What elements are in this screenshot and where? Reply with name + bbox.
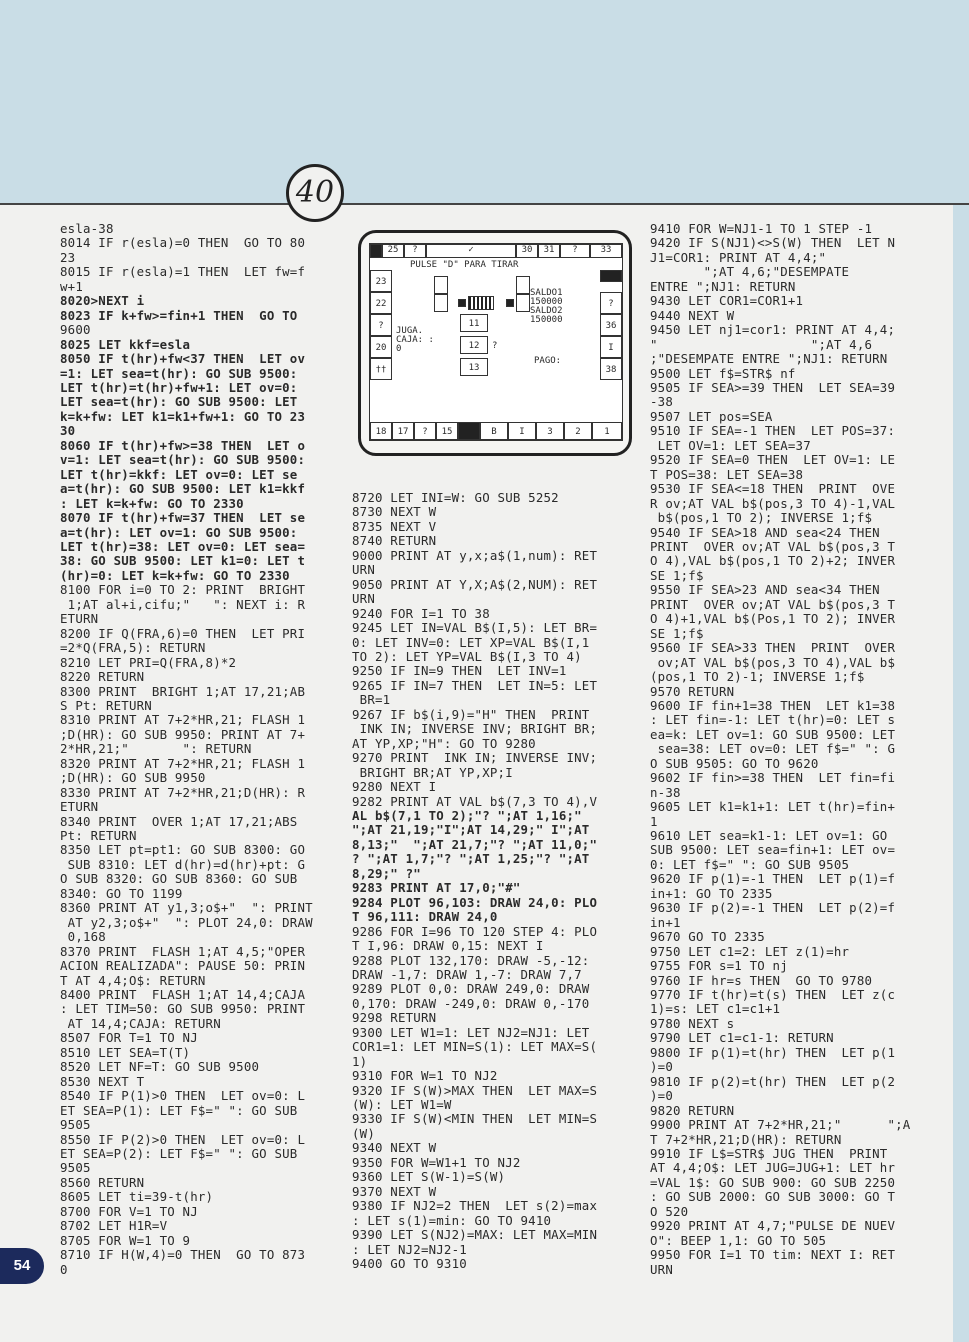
die-icon [516,294,530,312]
code-line: 9430 LET COR1=COR1+1 [650,293,804,309]
code-line: T 7+2*HR,21;D(HR): RETURN [650,1131,842,1147]
code-line: PRINT OVER ov;AT VAL b$(pos,3 T [650,538,896,554]
code-line: 8330 PRINT AT 7+2*HR,21;D(HR): R [60,784,306,800]
code-line: 9620 IF p(1)=-1 THEN LET p(1)=f [650,871,896,887]
code-line: Pt: RETURN [60,828,137,844]
code-line: 8735 NEXT V [352,518,437,534]
code-line: =1: LET sea=t(hr): GO SUB 9500: [60,365,298,381]
code-line: 9280 NEXT I [352,779,437,795]
code-line: 8023 IF k+fw>=fin+1 THEN GO TO [60,307,298,323]
code-line: 8740 RETURN [352,533,437,549]
code-line: 8220 RETURN [60,669,145,685]
code-line: 9630 IF p(2)=-1 THEN LET p(2)=f [650,900,896,916]
die-icon [434,294,448,312]
code-line: in+1 [650,914,681,930]
code-line: 9245 LET IN=VAL B$(I,5): LET BR= [352,620,598,636]
code-line: 8200 IF Q(FRA,6)=0 THEN LET PRI [60,625,306,641]
code-line: 9550 IF SEA>23 AND sea<34 THEN [650,582,880,598]
code-line: : LET fin=-1: LET t(hr)=0: LET s [650,712,896,728]
code-line: INK IN; INVERSE INV; BRIGHT BR; [352,721,598,737]
board-cell: ? [600,292,622,314]
board-mark: ? [492,341,498,351]
board-cell: 23 [370,270,392,292]
code-line: O 520 [650,1203,689,1219]
code-line: AT 14,4;CAJA: RETURN [60,1015,221,1031]
code-line: 9450 LET nj1=cor1: PRINT AT 4,4; [650,322,896,338]
board-cell: ? [370,314,392,336]
code-line: 9560 IF SEA>33 THEN PRINT OVER [650,640,896,656]
die-icon [434,276,448,294]
code-line: 8530 NEXT T [60,1073,145,1089]
code-line: 1) [352,1053,368,1069]
code-line: : LET NJ2=NJ2-1 [352,1241,467,1257]
board-cell: 17 [392,422,414,440]
code-line: LET OV=1: LET SEA=37 [650,437,811,453]
code-line: 9510 IF SEA=-1 THEN LET POS=37: [650,423,896,439]
code-line: 9505 IF SEA>=39 THEN LET SEA=39 [650,379,896,395]
code-line: PRINT OVER ov;AT VAL b$(pos,3 T [650,596,896,612]
code-line: O SUB 9505: GO TO 9620 [650,755,819,771]
code-line: 8705 FOR W=1 TO 9 [60,1232,191,1248]
code-line: 9780 NEXT s [650,1015,735,1031]
saldo1-value: 150000 [530,297,563,307]
pago-label: PAGO: [534,356,562,366]
board-cell: ? [414,422,436,440]
code-line: 8360 PRINT AT y1,3;o$+" ": PRINT [60,900,313,916]
code-line: ET SEA=P(2): LET F$=" ": GO SUB [60,1146,298,1161]
board-cell: 12 [460,336,488,354]
board-cell: 1 [592,422,622,440]
code-line: -38 [650,394,673,410]
board-cell: 13 [460,358,488,376]
board-cell: 20 [370,336,392,358]
code-line: 8340 PRINT OVER 1;AT 17,21;ABS [60,813,298,829]
juga-label: JUGA. [396,326,424,336]
code-line: 8320 PRINT AT 7+2*HR,21; FLASH 1 [60,755,306,771]
code-line: 9380 IF NJ2=2 THEN LET s(2)=max [352,1198,598,1214]
code-line: : GO SUB 2000: GO SUB 3000: GO T [650,1189,896,1205]
code-line: T AT 4,4;O$: RETURN [60,972,206,988]
code-line: 9282 PRINT AT VAL b$(7,3 TO 4),V [352,793,598,809]
code-line: 8,13;" ";AT 21,7;"? ";AT 11,0;" [352,836,598,852]
code-line: (pos,1 TO 2)-1; INVERSE 1;f$ [650,669,865,685]
code-line: w+1 [60,278,83,294]
code-line: T POS=38: LET SEA=38 [650,466,804,482]
code-line: 8210 LET PRI=Q(FRA,8)*2 [60,654,237,670]
code-line: 9920 PRINT AT 4,7;"PULSE DE NUEV [650,1218,896,1234]
board-cell [600,270,622,282]
code-line: : LET TIM=50: GO SUB 9950: PRINT [60,1001,306,1017]
code-line: : LET k=k+fw: GO TO 2330 [60,495,244,511]
code-line: 9390 LET S(NJ2)=MAX: LET MAX=MIN [352,1227,598,1243]
code-line: 9670 GO TO 2335 [650,929,765,945]
code-line: 9910 IF L$=STR$ JUG THEN PRINT [650,1146,888,1161]
code-line: 9283 PRINT AT 17,0;"#" [352,880,521,896]
saldo2-value: 150000 [530,315,563,325]
code-line: 9800 IF p(1)=t(hr) THEN LET p(1 [650,1044,896,1060]
token-icon [458,299,466,307]
code-line: 9420 IF S(NJ1)<>S(W) THEN LET N [650,235,896,251]
code-line: 1 [650,813,658,829]
board-cell: 15 [436,422,458,440]
caja-value: 0 [396,344,402,354]
code-line: 9755 FOR s=1 TO nj [650,958,788,974]
code-line: 9507 LET pos=SEA [650,408,773,424]
code-line: 8730 NEXT W [352,504,437,520]
chapter-badge: 40 [286,164,344,222]
code-line: TO 2): LET YP=VAL B$(I,3 TO 4) [352,648,582,664]
board-cell: ? [404,244,426,258]
code-line: SE 1;f$ [650,567,704,583]
code-line: URN [352,591,375,607]
board-cell: I [600,336,622,358]
code-line: 9288 PLOT 132,170: DRAW -5,-12: [352,952,590,968]
code-line: 9820 RETURN [650,1102,735,1118]
code-line: T I,96: DRAW 0,15: NEXT I [352,938,544,954]
board-cell: 2 [564,422,592,440]
code-line: 9530 IF SEA<=18 THEN PRINT OVE [650,481,896,497]
code-line: 9298 RETURN [352,1010,437,1026]
code-line: (hr)=0: LET k=k+fw: GO TO 2330 [60,567,290,583]
board-cell: 31 [538,244,560,258]
saldo2-label: SALDO2 [530,306,563,316]
code-line: 9300 LET W1=1: LET NJ2=NJ1: LET [352,1024,590,1040]
code-line: )=0 [650,1088,673,1104]
code-line: R ov;AT VAL b$(pos,3 TO 4)-1,VAL [650,495,896,511]
code-line: 9400 GO TO 9310 [352,1256,467,1272]
code-line: 8605 LET ti=39-t(hr) [60,1189,214,1205]
code-line: AT YP,XP;"H": GO TO 9280 [352,735,536,751]
saldo1-label: SALDO1 [530,288,563,298]
bridge-icon [468,296,494,310]
code-line: 8700 FOR V=1 TO NJ [60,1203,198,1219]
code-line: sea=38: LET ov=0: LET f$=" ": G [650,741,896,757]
code-line: ETURN [60,611,99,627]
code-line: LET t(hr)=t(hr)+fw+1: LET ov=0: [60,379,298,395]
code-line: 30 [60,423,76,439]
code-line: n-38 [650,784,681,800]
code-line: AT 4,4;O$: LET JUG=JUG+1: LET hr [650,1160,896,1176]
code-line: 9540 IF SEA>18 AND sea<24 THEN [650,524,880,540]
code-line: 8014 IF r(esla)=0 THEN GO TO 80 [60,235,306,251]
code-line: =VAL 1$: GO SUB 900: GO SUB 2250 [650,1174,896,1190]
code-line: 8060 IF t(hr)+fw>=38 THEN LET o [60,437,306,453]
code-line: 9440 NEXT W [650,307,735,323]
code-line: 8310 PRINT AT 7+2*HR,21; FLASH 1 [60,712,306,728]
code-line: 0,170: DRAW -249,0: DRAW 0,-170 [352,995,590,1011]
game-board [369,243,623,441]
code-line: 9950 FOR I=1 TO tim: NEXT I: RET [650,1247,896,1263]
code-line: T 96,111: DRAW 24,0 [352,909,498,925]
code-line: BR=1 [352,692,391,708]
board-cell: 11 [460,314,488,332]
code-line: URN [352,562,375,578]
code-line: 8540 IF P(1)>0 THEN LET ov=0: L [60,1088,306,1104]
code-line: ov;AT VAL b$(pos,3 TO 4),VAL b$ [650,654,896,670]
code-line: 9750 LET c1=2: LET z(1)=hr [650,943,850,959]
code-line: 9320 IF S(W)>MAX THEN LET MAX=S [352,1082,598,1098]
listing-column-1 [60,222,335,1277]
code-line: : LET s(1)=min: GO TO 9410 [352,1212,552,1228]
code-line: 8550 IF P(2)>0 THEN LET ov=0: L [60,1131,306,1147]
header-band [0,0,969,205]
code-line: 9760 IF hr=s THEN GO TO 9780 [650,972,873,988]
code-line: ACION REALIZADA": PAUSE 50: PRIN [60,958,306,974]
board-cell [458,422,480,440]
code-line: 9810 IF p(2)=t(hr) THEN LET p(2 [650,1073,896,1089]
code-line: 9267 IF b$(i,9)="H" THEN PRINT [352,706,590,722]
code-line: O 4)+1,VAL b$(Pos,1 TO 2); INVER [650,611,896,627]
code-line: 9360 LET S(W-1)=S(W) [352,1169,506,1185]
code-line: esla-38 [60,221,114,236]
code-line: 8710 IF H(W,4)=0 THEN GO TO 873 [60,1247,306,1263]
code-line: 8520 LET NF=T: GO SUB 9500 [60,1059,260,1075]
code-line: =2*Q(FRA,5): RETURN [60,640,206,656]
code-line: v=1: LET sea=t(hr): GO SUB 9500: [60,452,306,468]
board-cell: 3 [536,422,564,440]
code-line: 0: LET INV=0: LET XP=VAL B$(I,1 [352,634,590,650]
code-line: 8020>NEXT i [60,293,145,309]
code-line: a=t(hr): GO SUB 9500: LET k1=kkf [60,481,306,497]
code-line: COR1=1: LET MIN=S(1): LET MAX=S( [352,1039,598,1055]
code-line: 8,29;" ?" [352,865,421,881]
code-line: 23 [60,249,76,265]
code-line: 38: GO SUB 9500: LET k1=0: LET t [60,553,306,569]
board-cell: 38 [600,358,622,380]
code-line: ;D(HR): GO SUB 9950: PRINT AT 7+ [60,726,306,742]
die-icon [516,276,530,294]
side-band [953,205,969,1342]
code-line: 9265 IF IN=7 THEN LET IN=5: LET [352,677,598,693]
code-line: 9602 IF fin>=38 THEN LET fin=fi [650,770,896,786]
code-line: 8702 LET H1R=V [60,1218,168,1234]
code-line: 9900 PRINT AT 7+2*HR,21;" ";A [650,1117,911,1133]
code-line: 9505 [60,1117,91,1133]
arrow-icon: ✓ [468,245,474,255]
code-line: 9000 PRINT AT y,x;a$(1,num): RET [352,547,598,563]
board-cell: †† [370,358,392,380]
code-line: 9770 IF t(hr)=t(s) THEN LET z(c [650,987,896,1003]
code-line: 8507 FOR T=1 TO NJ [60,1030,198,1046]
code-line: a=t(hr): LET ov=1: GO SUB 9500: [60,524,298,540]
code-line: 9500 LET f$=STR$ nf [650,365,796,381]
code-line: (W): LET W1=W [352,1097,452,1113]
code-line: 9505 [60,1160,91,1176]
code-line: 8100 FOR i=0 TO 2: PRINT BRIGHT [60,582,306,598]
code-line: J1=COR1: PRINT AT 4,4;" [650,249,827,265]
code-line: 8400 PRINT FLASH 1;AT 14,4;CAJA [60,987,306,1003]
code-line: ;"DESEMPATE ENTRE ";NJ1: RETURN [650,351,888,367]
code-line: ea=k: LET ov=1: GO SUB 9500: LET [650,726,896,742]
board-cell: 30 [516,244,538,258]
code-line: 9330 IF S(W)<MIN THEN LET MIN=S [352,1111,598,1127]
code-line: 0,168 [60,929,106,945]
code-line: 8350 LET pt=pt1: GO SUB 8300: GO [60,842,306,858]
code-line: 9286 FOR I=96 TO 120 STEP 4: PLO [352,923,598,939]
code-line: AT y2,3;o$+" ": PLOT 24,0: DRAW [60,914,313,930]
code-line: SUB 8310: LET d(hr)=d(hr)+pt: G [60,856,306,872]
code-line: 8720 LET INI=W: GO SUB 5252 [352,490,559,505]
caja-label: CAJA: : [396,335,434,345]
code-line: 9520 IF SEA=0 THEN LET OV=1: LE [650,452,896,468]
page-number: 54 [0,1248,44,1284]
code-line: in+1: GO TO 2335 [650,885,773,901]
code-line: O": BEEP 1,1: GO TO 505 [650,1232,827,1248]
code-line: ;D(HR): GO SUB 9950 [60,770,206,786]
code-line: URN [650,1261,673,1277]
board-cell: 25 [382,244,404,258]
code-line: ETURN [60,799,99,815]
code-line: (W) [352,1125,375,1141]
code-line: SUB 9500: LET sea=fin+1: LET ov= [650,842,896,858]
code-line: LET t(hr)=kkf: LET ov=0: LET se [60,466,298,482]
board-cell [370,244,382,258]
code-line: 9350 FOR W=W1+1 TO NJ2 [352,1154,521,1170]
listing-column-3 [650,222,930,1277]
code-line: 9600 [60,322,91,338]
code-line: 9050 PRINT AT Y,X;A$(2,NUM): RET [352,576,598,592]
code-line: 9600 IF fin+1=38 THEN LET k1=38 [650,697,896,713]
code-line: ENTRE ";NJ1: RETURN [650,278,796,294]
code-line: 9284 PLOT 96,103: DRAW 24,0: PLO [352,894,598,910]
code-line: BRIGHT BR;AT YP,XP;I [352,764,513,780]
code-line: 9370 NEXT W [352,1183,437,1199]
board-cell: 18 [370,422,392,440]
code-line: O SUB 8320: GO SUB 8360: GO SUB [60,871,298,887]
code-line: 9240 FOR I=1 TO 38 [352,605,490,621]
token-icon [506,299,514,307]
code-line: b$(pos,1 TO 2); INVERSE 1;f$ [650,510,873,526]
listing-column-2 [352,491,630,1271]
header-rule [0,203,969,205]
board-cell: 22 [370,292,392,314]
code-line: SE 1;f$ [650,625,704,641]
code-line: LET sea=t(hr): GO SUB 9500: LET [60,394,298,410]
code-line: DRAW -1,7: DRAW 1,-7: DRAW 7,7 [352,966,582,982]
code-line: )=0 [650,1059,673,1075]
code-line: 8560 RETURN [60,1174,145,1190]
code-line: 9610 LET sea=k1-1: LET ov=1: GO [650,828,888,844]
code-line: 9605 LET k1=k1+1: LET t(hr)=fin+ [650,799,896,815]
code-line: 1;AT al+i,cifu;" ": NEXT i: R [60,596,306,612]
code-line: ET SEA=P(1): LET F$=" ": GO SUB [60,1102,298,1118]
code-line: k=k+fw: LET k1=k1+fw+1: GO TO 23 [60,408,306,424]
code-line: AL b$(7,1 TO 2);"? ";AT 1,16;" [352,807,582,823]
board-cell: B [480,422,508,440]
board-cell [426,244,516,258]
code-line: ";AT 4,6;"DESEMPATE [650,264,850,280]
screen-prompt: PULSE "D" PARA TIRAR [410,260,519,270]
code-line: 1)=s: LET c1=c1+1 [650,1001,781,1017]
code-line: 0: LET f$=" ": GO SUB 9505 [650,856,850,872]
code-line: ";AT 21,19;"I";AT 14,29;" I";AT [352,822,590,838]
code-line: 8015 IF r(esla)=1 THEN LET fw=f [60,264,306,280]
code-line: LET t(hr)=38: LET ov=0: LET sea= [60,538,306,554]
code-line: 8025 LET kkf=esla [60,336,191,352]
code-line: 8050 IF t(hr)+fw<37 THEN LET ov [60,351,306,367]
board-cell: 36 [600,314,622,336]
code-line: 9289 PLOT 0,0: DRAW 249,0: DRAW [352,981,590,997]
code-line: 8340: GO TO 1199 [60,885,183,901]
code-line: 9270 PRINT INK IN; INVERSE INV; [352,750,598,766]
code-line: O 4),VAL b$(pos,1 TO 2)+2; INVER [650,553,896,569]
code-line: 9790 LET c1=c1-1: RETURN [650,1030,834,1046]
code-line: 9310 FOR W=1 TO NJ2 [352,1068,498,1084]
code-line: 9250 IF IN=9 THEN LET INV=1 [352,663,567,679]
code-line: " ";AT 4,6 [650,336,873,352]
board-cell: ? [560,244,590,258]
code-line: 0 [60,1261,68,1277]
code-line: 8070 IF t(hr)+fw=37 THEN LET se [60,510,306,526]
code-line: 9340 NEXT W [352,1140,437,1156]
code-line: 9410 FOR W=NJ1-1 TO 1 STEP -1 [650,221,873,236]
code-line: ? ";AT 1,7;"? ";AT 1,25;"? ";AT [352,851,590,867]
code-line: S Pt: RETURN [60,697,152,713]
code-line: 8510 LET SEA=T(T) [60,1044,191,1060]
board-cell: 33 [590,244,622,258]
board-cell: I [508,422,536,440]
code-line: 8300 PRINT BRIGHT 1;AT 17,21;AB [60,683,306,699]
game-screen-figure [358,230,632,456]
code-line: 9570 RETURN [650,683,735,699]
code-line: 8370 PRINT FLASH 1;AT 4,5;"OPER [60,943,306,959]
code-line: 2*HR,21;" ": RETURN [60,741,252,757]
